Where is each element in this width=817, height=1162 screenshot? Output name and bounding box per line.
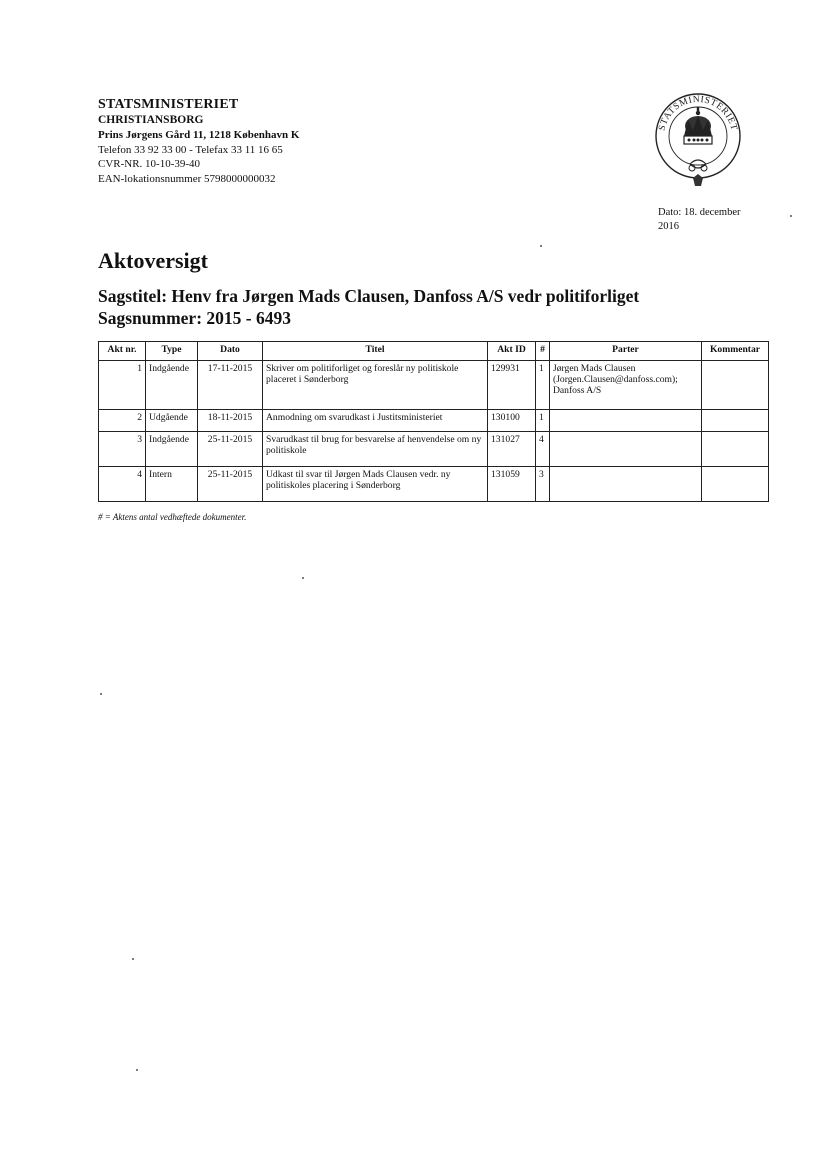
cell-akt-nr: 2 bbox=[99, 410, 146, 432]
org-phone: Telefon 33 92 33 00 - Telefax 33 11 16 65 bbox=[98, 143, 283, 156]
cell-type: Intern bbox=[146, 467, 198, 502]
table-header-row bbox=[99, 342, 769, 361]
scan-speck bbox=[302, 577, 304, 579]
cell-akt-id: 129931 bbox=[488, 361, 536, 410]
table-footnote: # = Aktens antal vedhæftede dokumenter. bbox=[98, 512, 247, 522]
cell-titel: Svarudkast til brug for besvarelse af henvendelse om ny politiskole bbox=[263, 432, 488, 467]
org-cvr: CVR-NR. 10-10-39-40 bbox=[98, 158, 201, 170]
date-block bbox=[658, 206, 741, 234]
scan-speck bbox=[540, 245, 542, 247]
cell-type: Indgående bbox=[146, 432, 198, 467]
cell-count: 1 bbox=[536, 410, 550, 432]
cell-kommentar bbox=[702, 410, 769, 432]
case-number: Sagsnummer: 2015 - 6493 bbox=[98, 308, 291, 328]
scan-speck bbox=[790, 215, 792, 217]
cell-type: Indgående bbox=[146, 361, 198, 410]
table-row bbox=[99, 410, 769, 432]
cell-dato: 25-11-2015 bbox=[198, 467, 263, 502]
cell-akt-nr: 1 bbox=[99, 361, 146, 410]
cell-dato: 18-11-2015 bbox=[198, 410, 263, 432]
cell-akt-id: 131027 bbox=[488, 432, 536, 467]
col-count: # bbox=[536, 342, 550, 361]
cell-parter bbox=[550, 432, 702, 467]
cell-type: Udgående bbox=[146, 410, 198, 432]
col-kommentar: Kommentar bbox=[702, 342, 769, 361]
col-dato: Dato bbox=[198, 342, 263, 361]
cell-dato: 17-11-2015 bbox=[198, 361, 263, 410]
scan-speck bbox=[100, 693, 102, 695]
cell-akt-nr: 4 bbox=[99, 467, 146, 502]
cell-akt-id: 130100 bbox=[488, 410, 536, 432]
date-year: 2016 bbox=[658, 221, 679, 232]
cell-titel: Udkast til svar til Jørgen Mads Clausen vedr. ny politiskoles placering i Sønderborg bbox=[263, 467, 488, 502]
cell-akt-nr: 3 bbox=[99, 432, 146, 467]
org-name: STATSMINISTERIET bbox=[98, 97, 239, 112]
table-row bbox=[99, 467, 769, 502]
org-sub: CHRISTIANSBORG bbox=[98, 114, 204, 126]
org-address: Prins Jørgens Gård 11, 1218 København K bbox=[98, 129, 300, 141]
table-row bbox=[99, 361, 769, 410]
records-table bbox=[98, 341, 769, 502]
col-akt-nr: Akt nr. bbox=[99, 342, 146, 361]
case-header bbox=[98, 285, 639, 329]
cell-parter bbox=[550, 410, 702, 432]
cell-akt-id: 131059 bbox=[488, 467, 536, 502]
seal-lettering: STATSMINISTERIET bbox=[657, 94, 739, 132]
case-title: Sagstitel: Henv fra Jørgen Mads Clausen, Danfoss A/S vedr politiforliget bbox=[98, 286, 640, 306]
cell-count: 4 bbox=[536, 432, 550, 467]
cell-dato: 25-11-2015 bbox=[198, 432, 263, 467]
table-row bbox=[99, 432, 769, 467]
scan-speck bbox=[132, 958, 134, 960]
cell-parter: Jørgen Mads Clausen (Jorgen.Clausen@danfoss.com); Danfoss A/S bbox=[550, 361, 702, 410]
crown-seal-icon bbox=[652, 86, 744, 196]
cell-count: 3 bbox=[536, 467, 550, 502]
date-line: Dato: 18. december bbox=[658, 207, 741, 218]
cell-kommentar bbox=[702, 432, 769, 467]
scan-speck bbox=[136, 1069, 138, 1071]
cell-titel: Skriver om politiforliget og foreslår ny politiskole placeret i Sønderborg bbox=[263, 361, 488, 410]
col-titel: Titel bbox=[263, 342, 488, 361]
sender-block bbox=[98, 96, 299, 186]
cell-titel: Anmodning om svarudkast i Justitsministeriet bbox=[263, 410, 488, 432]
cell-count: 1 bbox=[536, 361, 550, 410]
col-akt-id: Akt ID bbox=[488, 342, 536, 361]
org-ean: EAN-lokationsnummer 5798000000032 bbox=[98, 172, 276, 185]
cell-kommentar bbox=[702, 361, 769, 410]
cell-parter bbox=[550, 467, 702, 502]
col-type: Type bbox=[146, 342, 198, 361]
cell-kommentar bbox=[702, 467, 769, 502]
col-parter: Parter bbox=[550, 342, 702, 361]
document-title: Aktoversigt bbox=[98, 248, 208, 273]
